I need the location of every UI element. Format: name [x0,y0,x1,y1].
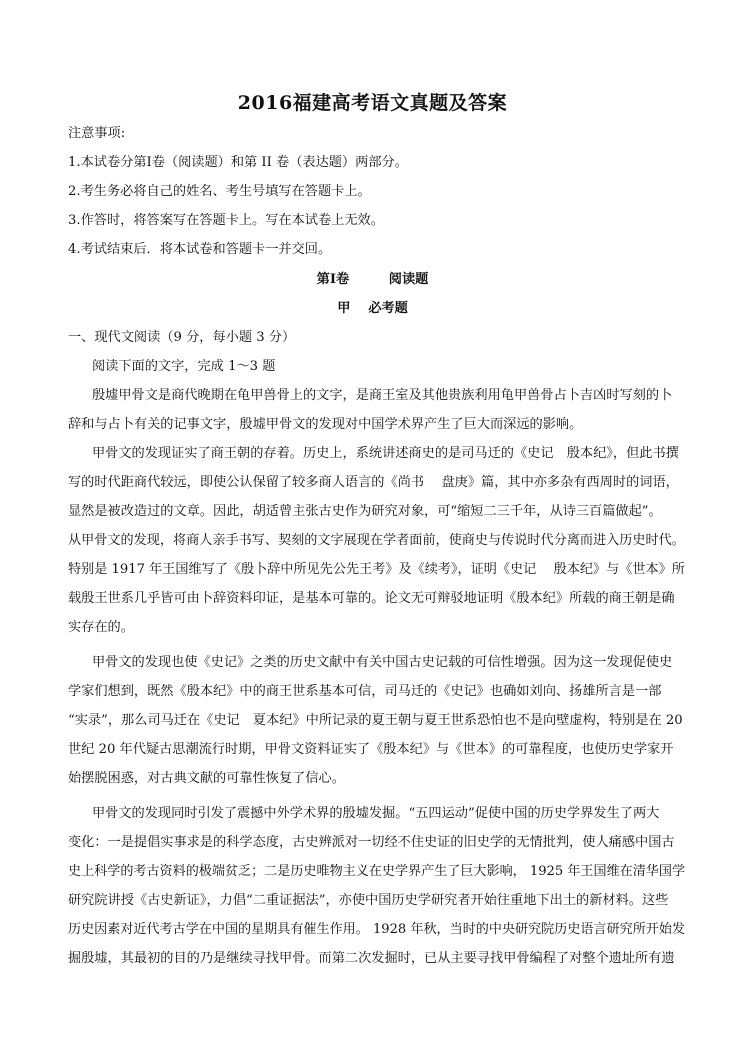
paragraph-line: 从甲骨文的发现，将商人亲手书写、契刻的文字展现在学者面前，使商史与传说时代分离而进入历史时代。 [68,533,685,548]
paragraph-line: 甲骨文的发现证实了商王朝的存着。历史上，系统讲述商史的是司马迁的《史记 殷本纪》，但此书撰 [92,446,679,461]
document-title: 2016福建高考语文真题及答案 [237,92,508,114]
paragraph-line: 世纪 20 年代疑古思潮流行时期，甲骨文资料证实了《殷本纪》与《世本》的可靠程度，也使历史学家开 [68,742,674,757]
reading-instruction: 阅读下面的文字，完成 1～3 题 [92,359,276,374]
notice-item-2: 2.考生务必将自己的姓名、考生号填写在答题卡上。 [68,184,371,199]
paragraph-line: 掘殷墟，其最初的目的乃是继续寻找甲骨。而第二次发掘时，已从主要寻找甲骨编程了对整个遗址所有遗 [68,951,675,966]
paragraph-line: 载殷王世系几乎皆可由卜辞资料印证，是基本可靠的。论文无可辩驳地证明《殷本纪》所载的商王朝是确 [68,591,675,606]
paragraph-line: “实录”，那么司马迁在《史记 夏本纪》中所记录的夏王朝与夏王世系恐怕也不是向壁虚构，特别是在 20 [68,713,683,728]
paragraph-line: 研究院讲授《古史新证》，力倡“二重证据法”，亦使中国历史学研究者开始往重地下出土的新材料。这些 [68,893,669,908]
paragraph-line: 甲骨文的发现也使《史记》之类的历史文献中有关中国古史记载的可信性增强。因为这一发现促使史 [92,655,673,670]
paragraph-line: 始摆脱困惑，对古典文献的可靠性恢复了信心。 [68,771,345,786]
volume-heading: 第Ⅰ卷 阅读题 [316,272,429,287]
paragraph-line: 史上科学的考古资料的极端贫乏；二是历史唯物主义在史学界产生了巨大影响， 1925 年王国维在清华国学 [68,864,686,879]
paragraph-line: 特别是 1917 年王国维写了《殷卜辞中所见先公先王考》及《续考》，证明《史记 殷本纪》与《世本》所 [68,562,685,577]
paragraph-line: 辞和与占卜有关的记事文字，殷墟甲骨文的发现对中国学术界产生了巨大而深远的影响。 [68,417,583,432]
paragraph-line: 写的时代距商代较远，即使公认保留了较多商人语言的《尚书 盘庚》篇，其中亦多杂有西周时的词语， [68,475,679,490]
paragraph-line: 显然是被改造过的文章。因此，胡适曾主张古史作为研究对象，可“缩短二三千年，从诗三百篇做起”。 [68,504,662,519]
notice-item-3: 3.作答时，将答案写在答题卡上。写在本试卷上无效。 [68,213,384,228]
paragraph-line: 历史因素对近代考古学在中国的星期具有催生作用。 1928 年秋，当时的中央研究院历史语言研究所开始发 [68,922,686,937]
section-heading: 甲 必考题 [337,301,408,316]
notice-item-1: 1.本试卷分第Ⅰ卷（阅读题）和第 II 卷（表达题）两部分。 [68,155,408,170]
paragraph-line: 实存在的。 [68,620,134,635]
notice-item-4: 4.考试结束后．将本试卷和答题卡一并交回。 [68,242,332,257]
part-heading: 一、现代文阅读（9 分，每小题 3 分） [68,330,296,345]
paragraph-line: 变化：一是提倡实事求是的科学态度，古史辨派对一切经不住史证的旧史学的无情批判，使人痛感中国古 [68,835,675,850]
notice-heading: 注意事项: [68,126,126,141]
paragraph-line: 甲骨文的发现同时引发了震撼中外学术界的殷墟发掘。“五四运动”促使中国的历史学界发生了两大 [92,806,660,821]
paragraph-line: 殷墟甲骨文是商代晚期在龟甲兽骨上的文字，是商王室及其他贵族利用龟甲兽骨占卜吉凶时写刻的卜 [92,388,673,403]
paragraph-line: 学家们想到，既然《殷本纪》中的商王世系基本可信，司马迁的《史记》也确如刘向、扬雄所言是一部 [68,684,662,699]
